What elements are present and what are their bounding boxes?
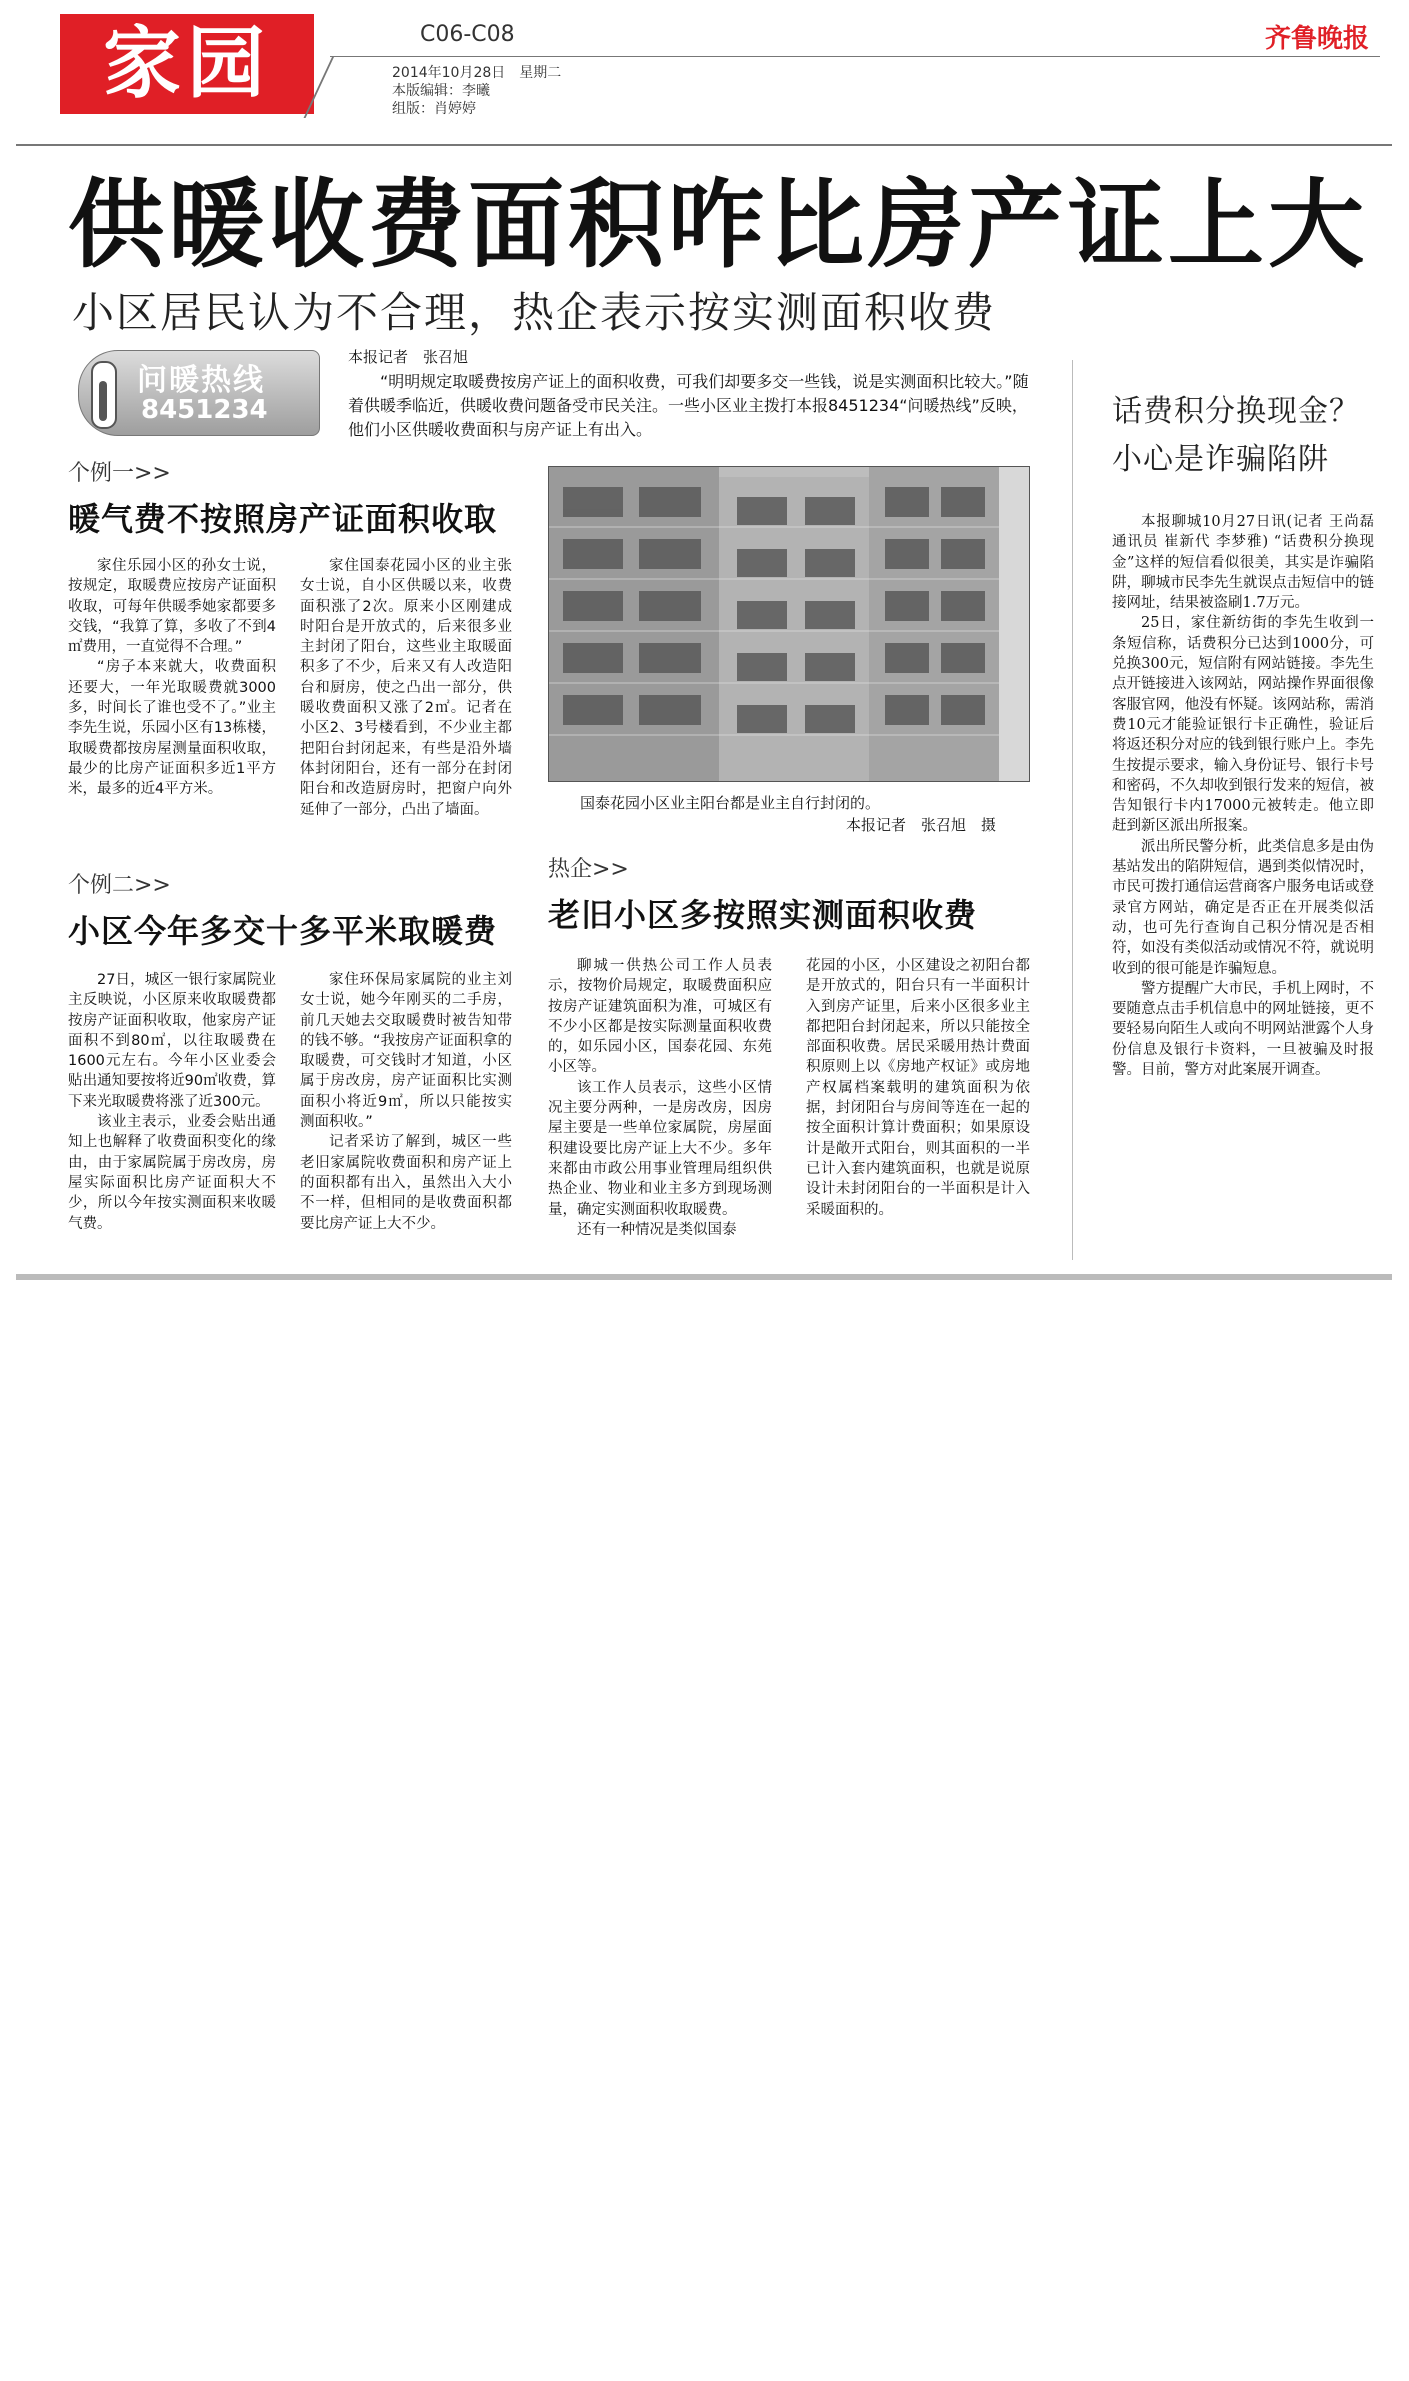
- photo-caption: 国泰花园小区业主阳台都是业主自行封闭的。: [580, 794, 881, 812]
- hotline-logo: [78, 350, 320, 436]
- case1-heading: 暖气费不按照房产证面积收取: [68, 500, 498, 538]
- hotline-title: 问暖热线: [137, 363, 265, 398]
- case1-col2-para-1: 家住国泰花园小区的业主张女士说，自小区供暖以来，收费面积涨了2次。原来小区刚建成时阳台是开放式的，后来很多业主封闭了阳台，这些业主取暖面积多了不少，后来又有人改造阳台和厨房，使之凸出一部分，供暖收费面积又涨了2㎡。记者在小区2、3号楼看到，不少业主都把阳台封闭起来，有些是沿外墙体封闭阳台，还有一部分在封闭阳台和改造厨房时，把窗户向外延伸了一部分，凸出了墙面。: [300, 558, 512, 818]
- case2-col1-para-2: 该业主表示，业委会贴出通知上也解释了收费面积变化的缘由，由于家属院属于房改房，房屋实际面积比房产证面积大不少，所以今年按实测面积来收暖气费。: [68, 1114, 276, 1232]
- masthead-rule: [330, 56, 1380, 57]
- header-rule: [16, 144, 1392, 146]
- heat-heading: 老旧小区多按照实测面积收费: [548, 896, 978, 934]
- photo-credit: 本报记者 张召旭 摄: [846, 816, 997, 834]
- case2-col2-para-2: 记者采访了解到，城区一些老旧家属院收费面积和房产证上的面积都有出入，虽然出入大小不一样，但相同的是收费面积都要比房产证上大不少。: [300, 1134, 512, 1232]
- apartment-building-photo: [548, 466, 1030, 782]
- case2-column-2: [300, 970, 512, 1234]
- case2-col1-para-1: 27日，城区一银行家属院业主反映说，小区原来收取暖费都按房产证面积收取，他家房产证面积不到80㎡，以往取暖费在1600元左右。今年小区业委会贴出通知要按将近90㎡收费，算下来光取暖费将涨了近300元。: [68, 972, 276, 1110]
- subheadline: 小区居民认为不合理，热企表示按实测面积收费: [72, 288, 997, 337]
- case2-column-1: [68, 970, 276, 1234]
- case2-col2-para-1: 家住环保局家属院的业主刘女士说，她今年刚买的二手房，前几天她去交取暖费时被告知带的钱不够。“我按房产证面积拿的取暖费，可交钱时才知道，小区属于房改房，房产证面积比实测面积小将近9㎡，所以只能按实测面积收。”: [300, 972, 512, 1131]
- byline: 本报记者 张召旭: [348, 348, 469, 366]
- newspaper-brand-logo: 齐鲁晚报: [1264, 24, 1369, 54]
- sidebar-para-4: 警方提醒广大市民，手机上网时，不要随意点击手机信息中的网址链接，更不要轻易向陌生人或向不明网站泄露个人身份信息及银行卡资料，一旦被骗及时报警。目前，警方对此案展开调查。: [1112, 980, 1374, 1079]
- hotline-number: 8451234: [141, 395, 268, 425]
- sidebar-para-2: 25日，家住新纺街的李先生收到一条短信称，话费积分已达到1000分，可兑换300元，短信附有网站链接。李先生点开链接进入该网站，网站操作界面很像客服官网，他没有怀疑。该网站称，需消费10元才能验证银行卡正确性，验证后将返还积分对应的钱到银行账户上。李先生按提示要求，输入身份证号、银行卡号和密码，不久却收到银行发来的短信，被告知银行卡内17000元被转走。他立即赶到新区派出所报案。: [1112, 615, 1374, 835]
- issue-date: 2014年10月28日 星期二: [392, 65, 562, 81]
- heat-col2-para-1: 花园的小区，小区建设之初阳台都是开放式的，阳台只有一半面积计入到房产证里，后来小区很多业主都把阳台封闭起来，所以只能按全部面积收费。居民采暖用热计费面积原则上以《房地产权证》或房地产权属档案载明的建筑面积为依据，封闭阳台与房间等连在一起的按全面积计算计费面积；如果原设计是敞开式阳台，则其面积的一半已计入套内建筑面积，也就是说原设计未封闭阳台的一半面积是计入采暖面积的。: [806, 958, 1030, 1218]
- building-illustration: [549, 467, 1029, 781]
- sidebar-para-1: 本报聊城10月27日讯(记者 王尚磊 通讯员 崔新代 李梦雅) “话费积分换现金”这样的短信看似很美，其实是诈骗陷阱，聊城市民李先生就误点击短信中的链接网址，结果被盗刷1.7万元。: [1112, 514, 1374, 612]
- page-layout-credit: 组版：肖婷婷: [392, 101, 476, 117]
- sidebar-title-line-1: 话费积分换现金？: [1112, 394, 1360, 429]
- heat-col1-para-2: 该工作人员表示，这些小区情况主要分两种，一是房改房，因房屋主要是一些单位家属院，房屋面积建设要比房产证上大不少。多年来都由市政公用事业管理局组织供热企业、物业和业主多方到现场测量，确定实测面积收取暖费。: [548, 1079, 772, 1218]
- case1-column-1: [68, 556, 276, 800]
- case2-label: 个例二>>: [68, 873, 171, 898]
- heat-label: 热企>>: [548, 857, 629, 882]
- heat-column-1: [548, 956, 772, 1240]
- heat-col1-para-1: 聊城一供热公司工作人员表示，按物价局规定，取暖费面积应按房产证建筑面积为准，可城区有不少小区都是按实际测量面积收费的，如乐园小区，国泰花园、东苑小区等。: [548, 958, 772, 1076]
- thermometer-icon: [91, 361, 117, 429]
- sidebar-divider: [1072, 360, 1073, 1260]
- section-badge: 家园: [60, 14, 314, 114]
- page-editor: 本版编辑：李曦: [392, 83, 490, 99]
- heat-column-2: [806, 956, 1030, 1220]
- case1-col1-para-2: “房子本来就大，收费面积还要大，一年光取暖费就3000多，时间长了谁也受不了。”业主李先生说，乐园小区有13栋楼，取暖费都按房屋测量面积收取，最少的比房产证面积多近1平方米，最多的近4平方米。: [68, 659, 276, 798]
- heat-col1-para-3: 还有一种情况是类似国泰: [577, 1221, 737, 1238]
- case1-label: 个例一>>: [68, 461, 171, 486]
- page-range: C06-C08: [420, 22, 515, 47]
- lead-paragraph: “明明规定取暖费按房产证上的面积收费，可我们却要多交一些钱，说是实测面积比较大。”随着供暖季临近，供暖收费问题备受市民关注。一些小区业主拨打本报8451234“问暖热线”反映，他们小区供暖收费面积与房产证上有出入。: [348, 372, 1029, 439]
- sidebar-title-line-2: 小心是诈骗陷阱: [1112, 442, 1329, 477]
- sidebar-para-3: 派出所民警分析，此类信息多是由伪基站发出的陷阱短信，遇到类似情况时，市民可拨打通信运营商客户服务电话或登录官方网站，确定是否正在开展类似活动，也可先行查询自己积分情况是否相符，如没有类似活动或情况不符，就说明收到的很可能是诈骗短息。: [1112, 838, 1374, 977]
- case1-column-2: [300, 556, 512, 820]
- page-bottom-rule: [16, 1274, 1392, 1280]
- headline: 供暖收费面积咋比房产证上大: [68, 169, 1368, 281]
- case1-col1-para-1: 家住乐园小区的孙女士说，按规定，取暖费应按房产证面积收取，可每年供暖季她家都要多交钱，“我算了算，多收了不到4㎡费用，一直觉得不合理。”: [68, 558, 276, 656]
- sidebar-article: [1112, 512, 1374, 1080]
- case2-heading: 小区今年多交十多平米取暖费: [68, 912, 498, 950]
